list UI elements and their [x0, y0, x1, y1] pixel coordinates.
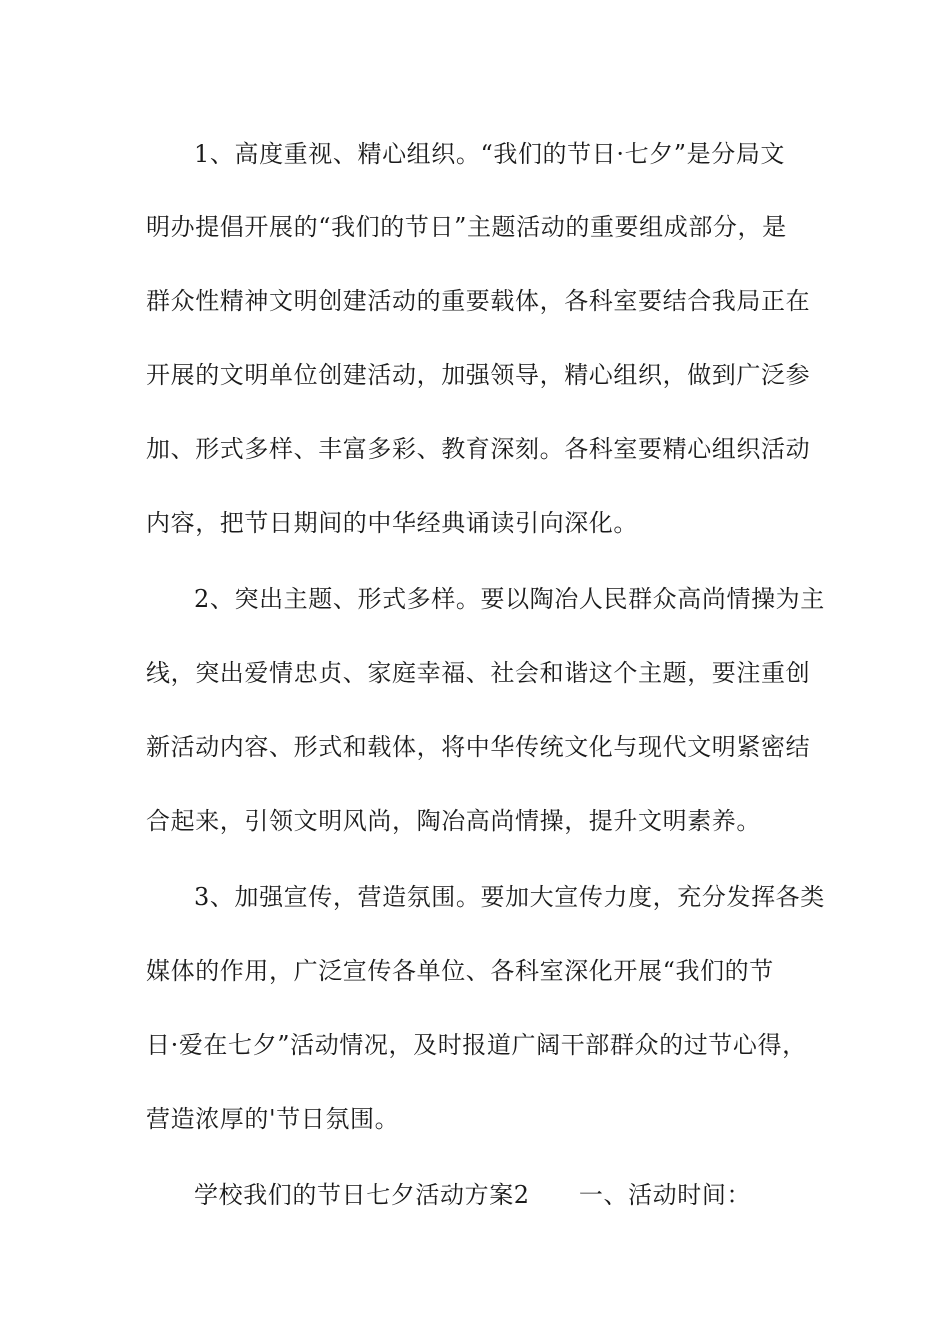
paragraph-1-line-6: 内容，把节日期间的中华经典诵读引向深化。	[146, 509, 638, 537]
paragraph-1-line-3: 群众性精神文明创建活动的重要载体，各科室要结合我局正在	[146, 287, 811, 315]
paragraph-3-line-3: 日·爱在七夕”活动情况，及时报道广阔干部群众的过节心得，	[146, 1031, 807, 1059]
paragraph-2-line-4: 合起来，引领文明风尚，陶冶高尚情操，提升文明素养。	[146, 807, 761, 835]
paragraph-1-line-2: 明办提倡开展的“我们的节日”主题活动的重要组成部分，是	[146, 213, 787, 241]
paragraph-1-line-5: 加、形式多样、丰富多彩、教育深刻。各科室要精心组织活动	[146, 435, 811, 463]
paragraph-2-line-2: 线，突出爱情忠贞、家庭幸福、社会和谐这个主题，要注重创	[146, 659, 811, 687]
paragraph-3-line-1: 3、加强宣传，营造氛围。要加大宣传力度，充分发挥各类	[194, 883, 825, 911]
paragraph-3-line-4: 营造浓厚的'节日氛围。	[146, 1105, 400, 1133]
paragraph-2-line-3: 新活动内容、形式和载体，将中华传统文化与现代文明紧密结	[146, 733, 811, 761]
paragraph-1-line-4: 开展的文明单位创建活动，加强领导，精心组织，做到广泛参	[146, 361, 811, 389]
section-heading-line: 学校我们的节日七夕活动方案2 一、活动时间：	[194, 1181, 752, 1209]
paragraph-1-line-1: 1、高度重视、精心组织。“我们的节日·七夕”是分局文	[194, 140, 786, 168]
paragraph-2-line-1: 2、突出主题、形式多样。要以陶冶人民群众高尚情操为主	[194, 585, 825, 613]
paragraph-3-line-2: 媒体的作用，广泛宣传各单位、各科室深化开展“我们的节	[146, 957, 774, 985]
